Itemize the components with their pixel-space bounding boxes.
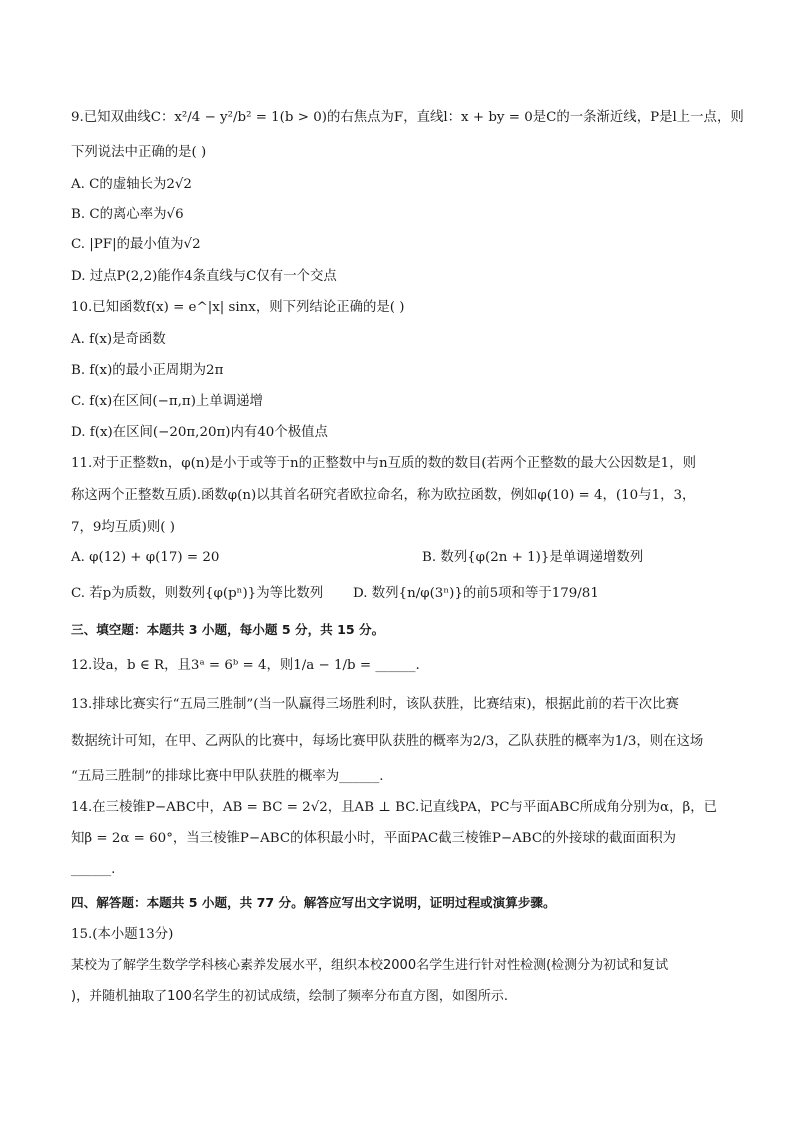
q9-option-a: A. C的虚轴长为2√2 <box>71 177 192 192</box>
section-answer-heading: 四、解答题：本题共 5 小题，共 77 分。解答应写出文字说明，证明过程或演算步骤。 <box>71 895 556 910</box>
q10-stem: 10.已知函数f(x) = e^|x| sinx，则下列结论正确的是( ) <box>71 300 405 315</box>
q14-stem-line2: 知β = 2α = 60°，当三棱锥P−ABC的体积最小时，平面PAC截三棱锥P−ABC的外接球的截面面积为 <box>71 831 676 846</box>
q12-stem: 12.设a，b ∈ R，且3ᵃ = 6ᵇ = 4，则1/a − 1/b = ______. <box>71 658 420 673</box>
q13-stem-line1: 13.排球比赛实行“五局三胜制”(当一队赢得三场胜利时，该队获胜，比赛结束)，根据此前的若干次比赛 <box>71 697 679 712</box>
q11-stem-line3: 7，9均互质)则( ) <box>71 520 175 535</box>
q11-stem-line1: 11.对于正整数n，φ(n)是小于或等于n的正整数中与n互质的数的数目(若两个正整数的最大公因数是1，则 <box>71 456 696 471</box>
q10-option-d: D. f(x)在区间(−20π,20π)内有40个极值点 <box>71 425 328 440</box>
q11-option-a: A. φ(12) + φ(17) = 20 <box>71 550 220 565</box>
q10-option-c: C. f(x)在区间(−π,π)上单调递增 <box>71 394 263 409</box>
q10-option-b: B. f(x)的最小正周期为2π <box>71 363 224 378</box>
q9-option-b: B. C的离心率为√6 <box>71 207 184 222</box>
q14-answer-blank: ______. <box>71 862 116 877</box>
q15-body-line1: 某校为了解学生数学学科核心素养发展水平，组织本校2000名学生进行针对性检测(检测分为初试和复试 <box>71 958 669 973</box>
q9-option-d: D. 过点P(2,2)能作4条直线与C仅有一个交点 <box>71 269 337 284</box>
q13-stem-line3: “五局三胜制”的排球比赛中甲队获胜的概率为______. <box>71 769 384 784</box>
q11-option-b: B. 数列{φ(2n + 1)}是单调递增数列 <box>422 550 644 565</box>
q11-options-cd <box>71 584 730 604</box>
q15-header: 15.(本小题13分) <box>71 927 174 942</box>
q11-stem-line2: 称这两个正整数互质).函数φ(n)以其首名研究者欧拉命名，称为欧拉函数，例如φ(10) = 4，(10与1，3， <box>71 488 696 503</box>
q11-option-d: D. 数列{n/φ(3ⁿ)}的前5项和等于179/81 <box>353 586 599 601</box>
q9-option-c: C. |PF|的最小值为√2 <box>71 237 201 252</box>
q13-stem-line2: 数据统计可知，在甲、乙两队的比赛中，每场比赛甲队获胜的概率为2/3，乙队获胜的概率为1/3，则在这场 <box>71 734 704 749</box>
section-fill-blank-heading: 三、填空题：本题共 3 小题，每小题 5 分，共 15 分。 <box>71 622 385 637</box>
q10-option-a: A. f(x)是奇函数 <box>71 332 166 347</box>
q14-stem-line1: 14.在三棱锥P−ABC中，AB = BC = 2√2，且AB ⊥ BC.记直线PA，PC与平面ABC所成角分别为α，β，已 <box>71 800 718 815</box>
q15-body-line2: )，并随机抽取了100名学生的初试成绩，绘制了频率分布直方图，如图所示. <box>71 989 509 1004</box>
q9-stem-line1: 9.已知双曲线C：x²/4 − y²/b² = 1(b > 0)的右焦点为F，直线l：x + by = 0是C的一条渐近线，P是l上一点，则 <box>71 110 744 125</box>
q9-stem-line2: 下列说法中正确的是( ) <box>71 145 207 160</box>
q11-option-c: C. 若p为质数，则数列{φ(pⁿ)}为等比数列 <box>71 586 324 601</box>
q11-options-ab <box>71 548 730 568</box>
